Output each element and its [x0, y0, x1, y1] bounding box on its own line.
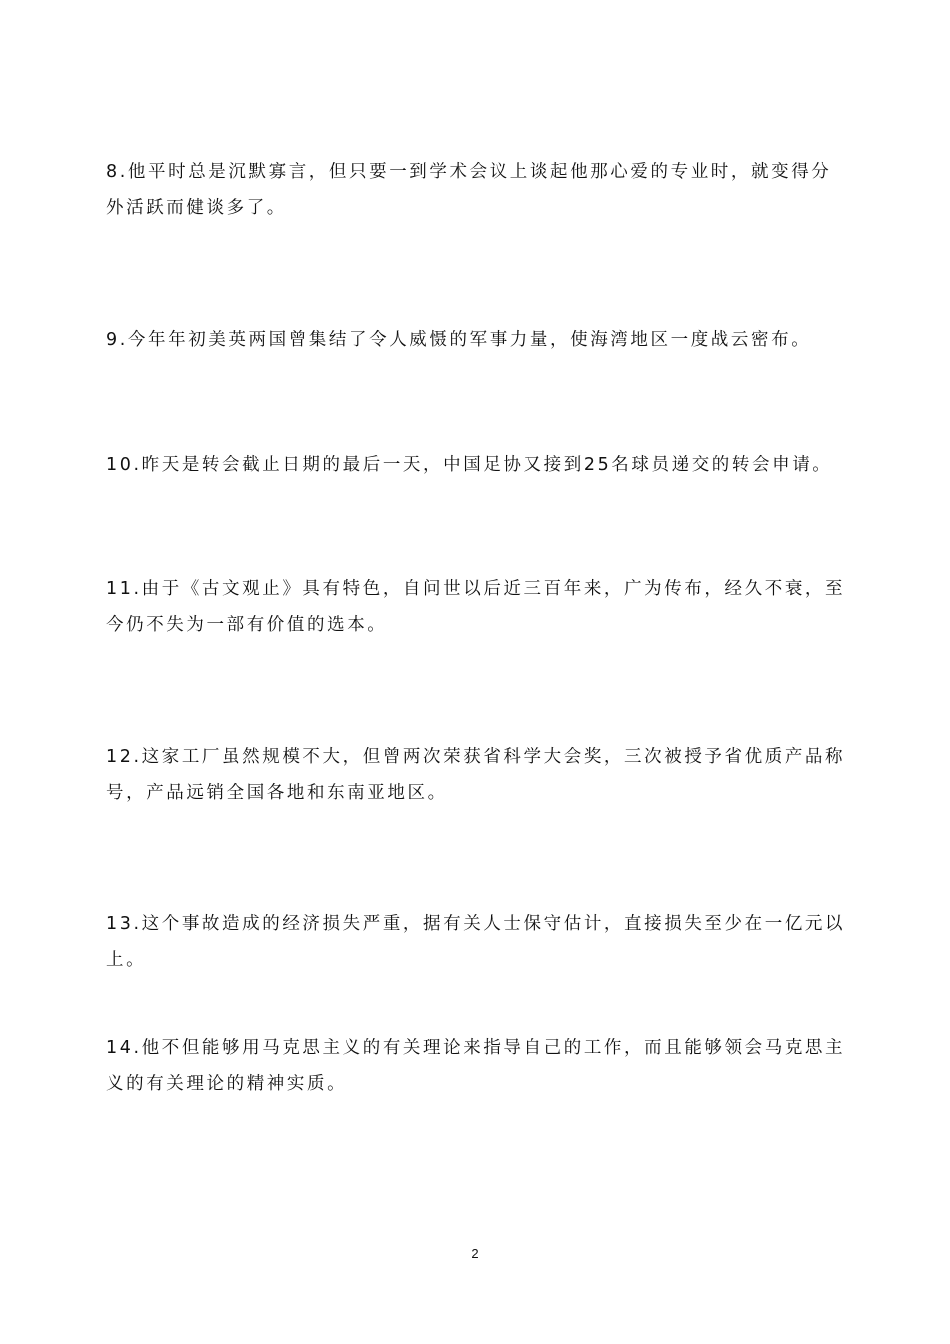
item-text: 8.他平时总是沉默寡言，但只要一到学术会议上谈起他那心爱的专业时，就变得分外活跃而健谈多了。	[106, 162, 832, 218]
item-text: 10.昨天是转会截止日期的最后一天，中国足协又接到25名球员递交的转会申请。	[106, 455, 833, 475]
list-item	[106, 447, 846, 483]
list-item	[106, 154, 846, 226]
list-item	[106, 906, 846, 978]
item-text: 12.这家工厂虽然规模不大，但曾两次荣获省科学大会奖，三次被授予省优质产品称号，产品远销全国各地和东南亚地区。	[106, 747, 846, 803]
list-item	[106, 571, 846, 643]
page-number: 2	[471, 1246, 479, 1261]
list-item	[106, 739, 846, 811]
list-item	[106, 1030, 846, 1102]
item-text: 13.这个事故造成的经济损失严重，据有关人士保守估计，直接损失至少在一亿元以上。	[106, 914, 846, 970]
item-text: 14.他不但能够用马克思主义的有关理论来指导自己的工作，而且能够领会马克思主义的有关理论的精神实质。	[106, 1038, 846, 1094]
list-item	[106, 322, 846, 358]
item-text: 11.由于《古文观止》具有特色，自问世以后近三百年来，广为传布，经久不衰，至今仍不失为一部有价值的选本。	[106, 579, 846, 635]
item-text: 9.今年年初美英两国曾集结了令人威慑的军事力量，使海湾地区一度战云密布。	[106, 330, 812, 350]
